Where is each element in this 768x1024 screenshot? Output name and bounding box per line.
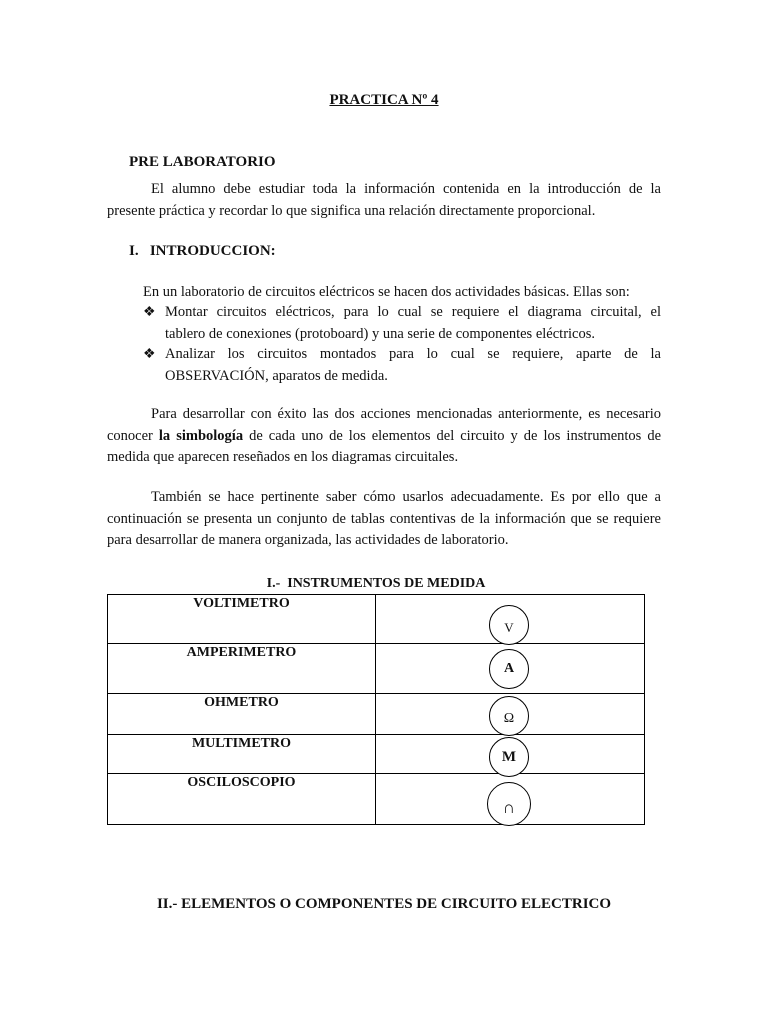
bullet-1-line-2: tablero de conexiones (protoboard) y una serie de componentes eléctricos. xyxy=(165,325,596,342)
bullet-1-line-1: Montar circuitos eléctricos, para lo cual se requiere el diagrama circuital, el xyxy=(165,304,661,320)
oscilloscope-symbol-icon xyxy=(487,782,531,826)
bullet-item-1 xyxy=(165,302,661,345)
instrument-name-cell xyxy=(108,735,376,774)
instrument-name: OSCILOSCOPIO xyxy=(187,775,296,790)
page-title: PRACTICA Nº 4 xyxy=(329,92,439,108)
pre-lab-line-2: presente práctica y recordar lo que significa una relación directamente proporcional. xyxy=(107,202,596,219)
instrument-name-cell xyxy=(108,644,376,694)
intro-lead: En un laboratorio de circuitos eléctricos se hacen dos actividades básicas. Ellas son: xyxy=(143,284,630,300)
symbol-letter: M xyxy=(501,748,517,765)
para2-line-3: para desarrollar de manera organizada, las actividades de laboratorio. xyxy=(107,532,509,548)
multimeter-symbol-icon xyxy=(489,737,529,777)
simbologia-emphasis: la simbología xyxy=(158,427,244,444)
bullet-2-line-2: OBSERVACIÓN, aparatos de medida. xyxy=(165,367,388,384)
para1-line-3: medida que aparecen reseñados en los diagramas circuitales. xyxy=(107,449,459,465)
symbol-letter: Ω xyxy=(503,711,515,726)
instrument-symbol-cell xyxy=(376,595,645,644)
pre-lab-heading: PRE LABORATORIO xyxy=(129,154,276,170)
table-row xyxy=(108,694,645,735)
pre-lab-line-1: El alumno debe estudiar toda la información contenida en la introducción de la xyxy=(151,181,661,197)
instrument-name: VOLTIMETRO xyxy=(193,596,290,611)
instruments-table xyxy=(107,594,645,825)
para2-line-1: También se hace pertinente saber cómo usarlos adecuadamente. Es por ello que a xyxy=(151,489,661,505)
pre-lab-paragraph xyxy=(107,179,661,222)
bullet-icon: ❖ xyxy=(143,347,156,362)
paragraph-simbologia xyxy=(107,404,661,469)
bullet-icon: ❖ xyxy=(143,305,156,320)
paragraph-tablas xyxy=(107,487,661,552)
symbol-letter: A xyxy=(503,661,515,676)
para1-line-2-post: de cada uno de los elementos del circuito y de los instrumentos de xyxy=(243,427,662,444)
bullet-2-line-1: Analizar los circuitos montados para lo cual se requiere, aparte de la xyxy=(165,346,661,362)
para1-line-2-pre: conocer xyxy=(107,427,159,444)
section-2-heading: II.- ELEMENTOS O COMPONENTES DE CIRCUITO ELECTRICO xyxy=(156,896,612,912)
ammeter-symbol-icon xyxy=(489,649,529,689)
instrument-name-cell xyxy=(108,694,376,735)
para1-line-1: Para desarrollar con éxito las dos acciones mencionadas anteriormente, es necesario xyxy=(151,406,661,422)
voltmeter-symbol-icon xyxy=(489,605,529,645)
instrument-symbol-cell xyxy=(376,644,645,694)
instrument-name-cell xyxy=(108,774,376,825)
instrument-symbol-cell xyxy=(376,694,645,735)
para1-line-2 xyxy=(107,426,661,448)
symbol-letter: V xyxy=(504,620,514,635)
instrument-name: MULTIMETRO xyxy=(191,736,292,751)
table-row xyxy=(108,774,645,825)
instrument-name: OHMETRO xyxy=(204,695,279,710)
table-caption: I.- INSTRUMENTOS DE MEDIDA xyxy=(266,576,486,591)
instrument-name: AMPERIMETRO xyxy=(186,645,297,660)
table-row xyxy=(108,735,645,774)
intro-heading: I. INTRODUCCION: xyxy=(129,243,276,259)
instrument-symbol-cell xyxy=(376,774,645,825)
instrument-symbol-cell xyxy=(376,735,645,774)
ohmmeter-symbol-icon xyxy=(489,696,529,736)
instrument-name-cell xyxy=(108,595,376,644)
symbol-letter: ∩ xyxy=(502,798,516,817)
para2-line-2: continuación se presenta un conjunto de tablas contentivas de la información que se requiere xyxy=(107,510,661,527)
bullet-item-2 xyxy=(165,344,661,387)
table-row xyxy=(108,595,645,644)
table-row xyxy=(108,644,645,694)
